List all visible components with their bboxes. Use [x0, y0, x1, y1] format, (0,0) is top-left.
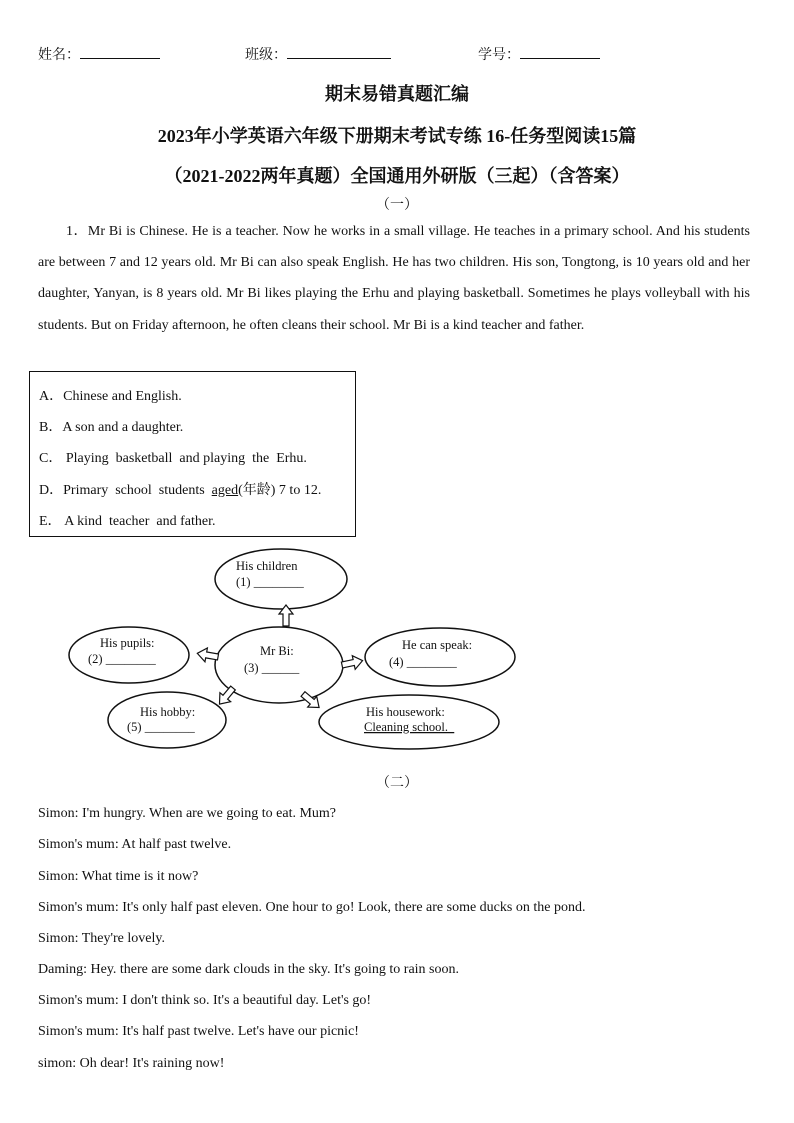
- housework-label: His housework:: [366, 705, 445, 719]
- option-d[interactable]: [39, 479, 321, 499]
- dialogue-line: Simon's mum: At half past twelve.: [38, 837, 232, 852]
- pupils-blank[interactable]: (2) ________: [88, 652, 156, 666]
- name-label: 姓名：: [38, 48, 80, 63]
- page-title: 期末易错真题汇编: [325, 84, 469, 104]
- option-a[interactable]: [39, 385, 182, 405]
- option-letter: D．: [39, 483, 64, 498]
- option-text: Playing basketball and playing the Erhu.: [62, 451, 307, 466]
- dialogue-line: Simon: What time is it now?: [38, 869, 199, 884]
- class-blank[interactable]: [287, 44, 391, 59]
- dialogue-line: Simon's mum: It's half past twelve. Let's have our picnic!: [38, 1024, 359, 1039]
- children-blank[interactable]: (1) ________: [236, 575, 304, 589]
- id-field: [478, 44, 600, 64]
- dialogue-line: Daming: Hey. there are some dark clouds in the sky. It's going to rain soon.: [38, 962, 460, 977]
- center-blank[interactable]: (3) ______: [244, 661, 300, 675]
- option-letter: A．: [39, 389, 64, 404]
- option-c[interactable]: [39, 447, 307, 467]
- hobby-label: His hobby:: [140, 705, 196, 719]
- options-box: [29, 371, 356, 537]
- class-field: [245, 44, 391, 64]
- underlined-word: aged: [211, 483, 239, 498]
- id-blank[interactable]: [520, 44, 600, 59]
- id-label: 学号：: [478, 48, 520, 63]
- dialogue-line: simon: Oh dear! It's raining now!: [38, 1056, 225, 1071]
- dialogue-line: Simon's mum: It's only half past eleven. One hour to go! Look, there are some ducks on the pond.: [38, 900, 586, 915]
- option-letter: E．: [39, 514, 62, 529]
- option-letter: B．: [39, 420, 63, 435]
- option-text: Chinese and English.: [63, 389, 182, 404]
- speak-label: He can speak:: [402, 638, 473, 652]
- option-b[interactable]: [39, 416, 183, 436]
- reading-passage: [38, 216, 750, 341]
- name-field: [38, 44, 160, 64]
- option-e[interactable]: [39, 510, 216, 530]
- speak-blank[interactable]: (4) ________: [389, 655, 457, 669]
- dialogue-line: Simon: They're lovely.: [38, 931, 165, 946]
- option-text: Primary school students: [63, 483, 212, 498]
- page-subtitle-2: （2021-2022两年真题）全国通用外研版（三起）（含答案）: [164, 166, 630, 186]
- option-text: A son and a daughter.: [62, 420, 184, 435]
- hobby-blank[interactable]: (5) ________: [127, 720, 195, 734]
- option-text: A kind teacher and father.: [61, 514, 216, 529]
- section-heading-2: （二）: [376, 776, 418, 791]
- arrow-right-icon: [341, 654, 364, 672]
- option-letter: C．: [39, 451, 63, 466]
- name-blank[interactable]: [80, 44, 160, 59]
- children-label: His children: [236, 559, 298, 573]
- section-heading-1: （一）: [376, 198, 418, 213]
- pupils-label: His pupils:: [100, 636, 155, 650]
- class-label: 班级：: [245, 48, 287, 63]
- option-text-after: (年龄) 7 to 12.: [238, 483, 322, 498]
- passage-text: 1．Mr Bi is Chinese. He is a teacher. Now he works in a small village. He teaches in a primary school. And his students are between 7 and 12 years old. Mr Bi can also speak English. He has two children. His son, Tongtong, is 10 years old and her daughter, Yanyan, is 8 years old. Mr Bi likes playing the Erhu and playing basketball. Sometimes he plays volleyball with his students. But on Friday afternoon, he often cleans their school. Mr Bi is a kind teacher and father.: [38, 224, 750, 333]
- dialogue-line: Simon's mum: I don't think so. It's a beautiful day. Let's go!: [38, 993, 372, 1008]
- mind-map: [0, 540, 794, 770]
- center-label: Mr Bi:: [260, 644, 294, 658]
- dialogue-line: Simon: I'm hungry. When are we going to eat. Mum?: [38, 806, 337, 821]
- housework-answer: Cleaning school.: [364, 720, 455, 734]
- page-subtitle: 2023年小学英语六年级下册期末考试专练 16-任务型阅读15篇: [157, 126, 637, 146]
